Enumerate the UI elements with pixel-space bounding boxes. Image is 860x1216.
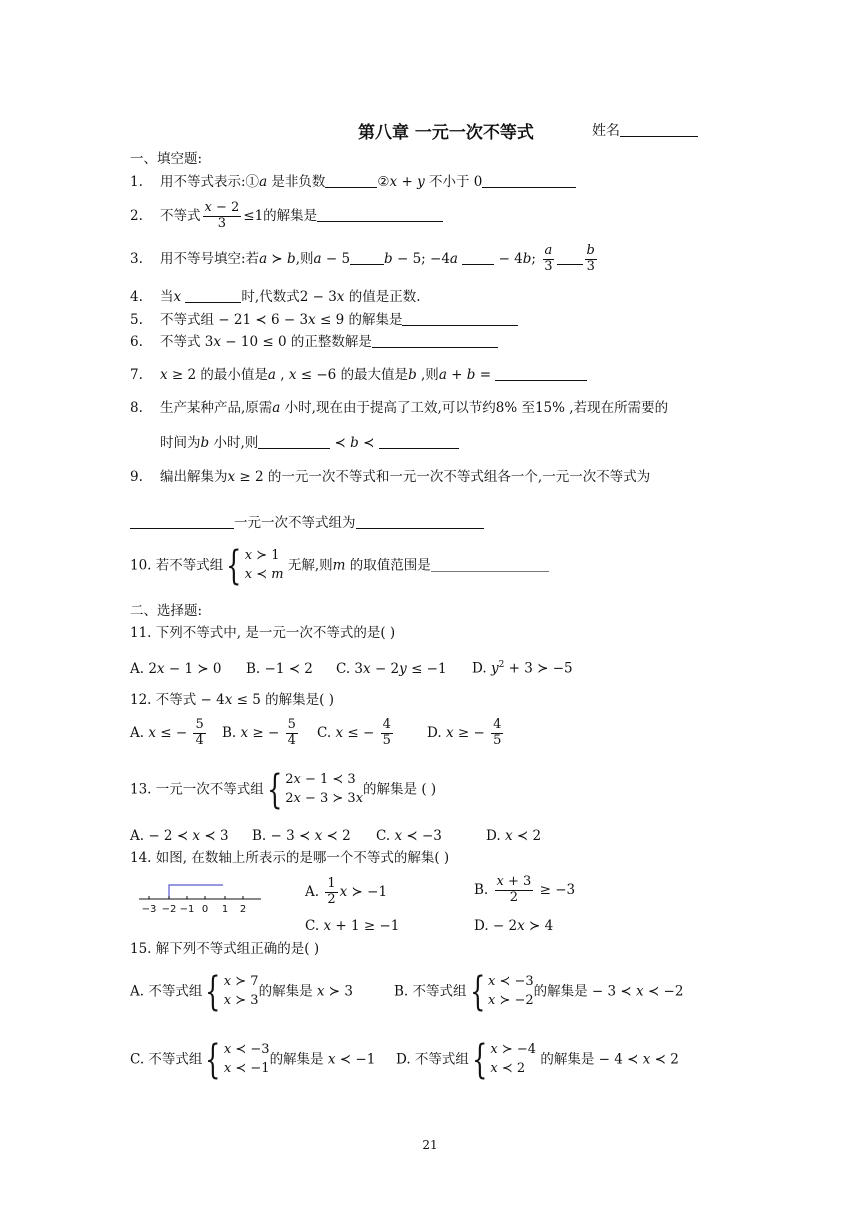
question-14: 14. 如图, 在数轴上所表示的是哪一个不等式的解集( ) — [130, 850, 450, 866]
question-12: 12. 不等式 − 4x ≤ 5 的解集是( ) — [130, 692, 334, 708]
question-15-options-cd: C. 不等式组 { x ≺ −3 x ≺ −1 的解集是 x ≺ −1 D. 不等式组 { x ≻ −4 x ≺ 2 的解集是 − 4 ≺ x ≺ 2 — [130, 1037, 679, 1083]
question-1: 1. 用不等式表示:①a 是非负数 ②x + y 不小于 0 — [130, 175, 576, 190]
question-14-option-d: D. − 2x ≻ 4 — [474, 918, 554, 934]
number-line-label: 0 — [201, 904, 209, 915]
question-11: 11. 下列不等式中, 是一元一次不等式的是( ) — [130, 625, 396, 641]
question-14-option-c: C. x + 1 ≥ −1 — [305, 918, 400, 934]
question-10: 10. 若不等式组 { x ≻ 1 x ≺ m 无解,则m 的取值范围是 — [130, 546, 549, 586]
section-fill-header: 一、填空题: — [130, 151, 203, 167]
page-number: 21 — [422, 1138, 438, 1152]
question-14-option-b: B. $\frac{x + 3}{2}$ ≥ −3 — [474, 874, 576, 905]
question-9: 9. 编出解集为x ≥ 2 的一元一次不等式和一元一次不等式组各一个,一元一次不等式为 — [130, 469, 651, 485]
question-15-options-ab: A. 不等式组 { x ≻ 7 x ≻ 3 的解集是 x ≻ 3 B. 不等式组 { x ≺ −3 x ≻ −2 的解集是 − 3 ≺ x ≺ −2 — [130, 969, 684, 1015]
name-label: 姓名 — [592, 123, 620, 139]
question-9-line-2: 一元一次不等式组为 — [130, 516, 484, 531]
number-line-figure — [137, 882, 267, 916]
number-line-label: −1 — [179, 904, 195, 915]
number-line-label: 2 — [239, 904, 247, 915]
question-12-options: A. x ≤ − $\frac{5}{4}$ B. x ≥ − $\frac{5}{4}$ C. x ≤ − $\frac{4}{5}$ D. x ≥ − $\frac{4}{5}$ — [130, 717, 502, 748]
question-2: 2. 不等式 $\frac{x - 2}{3}$ ≤1的解集是 — [130, 201, 443, 232]
number-line-label: −3 — [141, 904, 157, 915]
section-choice-header: 二、选择题: — [130, 603, 203, 619]
question-14-option-a: A. $\frac{1}{2}$ x ≻ −1 — [305, 876, 388, 907]
name-field — [592, 120, 698, 140]
question-7: 7. x ≥ 2 的最小值是a , x ≤ −6 的最大值是b ,则a + b = — [130, 368, 587, 383]
number-line-label: 1 — [221, 904, 229, 915]
question-11-options: A. 2x − 1 ≻ 0 B. −1 ≺ 2 C. 3x − 2y ≤ −1 D. $y^2 + 3$ ≻ −5 — [130, 660, 573, 677]
question-13-options: A. − 2 ≺ x ≺ 3 B. − 3 ≺ x ≺ 2 C. x ≺ −3 D. x ≺ 2 — [130, 828, 542, 844]
number-line-label: −2 — [161, 904, 177, 915]
page-title: 第八章 一元一次不等式 — [358, 123, 534, 143]
question-6: 6. 不等式 3x − 10 ≤ 0 的正整数解是 — [130, 335, 498, 350]
question-13: 13. 一元一次不等式组 { 2x − 1 ≺ 3 2x − 3 ≻ 3x 的解集是 ( ) — [130, 767, 437, 813]
question-8: 8. 生产某种产品,原需a 小时,现在由于提高了工效,可以节约8% 至15% ,若现在所需要的 — [130, 400, 669, 416]
question-4: 4. 当x 时,代数式2 − 3x 的值是正数. — [130, 289, 421, 305]
question-15: 15. 解下列不等式组正确的是( ) — [130, 941, 320, 957]
question-5: 5. 不等式组 − 21 ≺ 6 − 3x ≤ 9 的解集是 — [130, 313, 518, 328]
question-3: 3. 用不等号填空:若a ≻ b,则a − 5 b − 5; −4a − 4b; $\frac{a}{3}$ $\frac{b}{3}$ — [130, 243, 595, 274]
question-8-line-2: 时间为b 小时,则 ≺ b ≺ — [130, 436, 459, 451]
name-blank — [620, 124, 698, 137]
